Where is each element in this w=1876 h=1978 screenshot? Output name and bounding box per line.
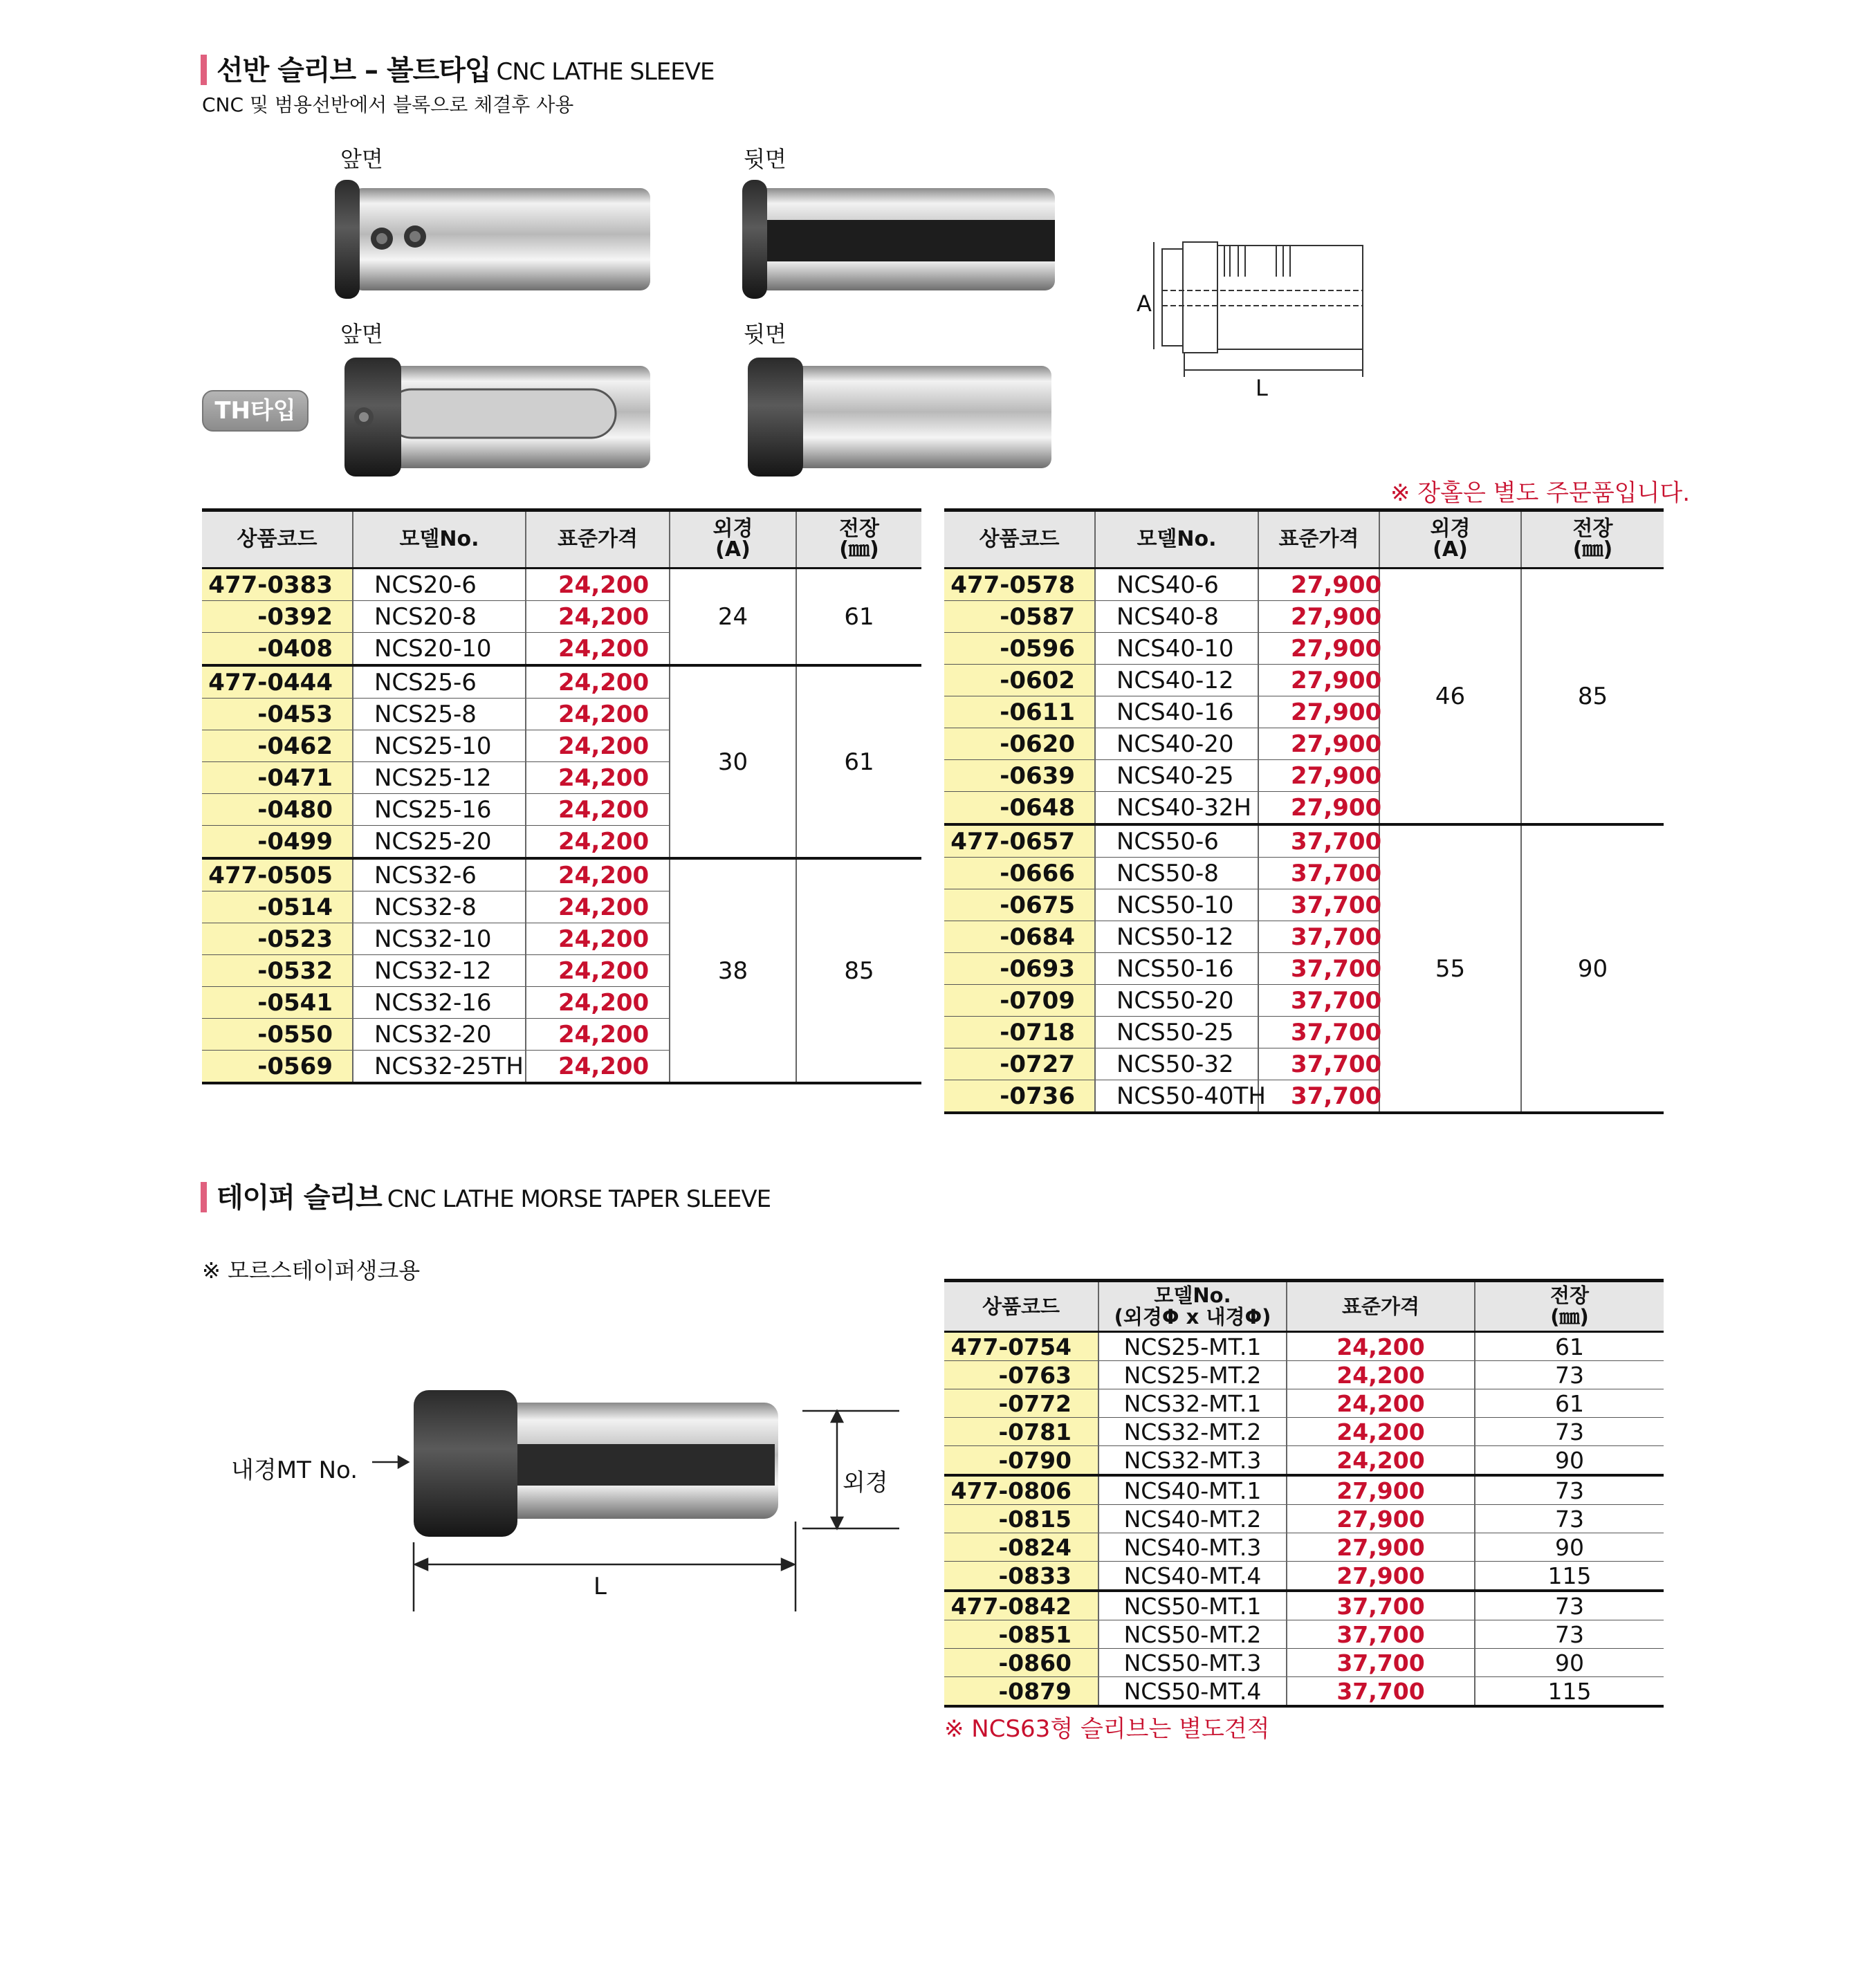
standard-price: 24,200 <box>526 891 670 923</box>
table-row <box>944 1475 1664 1505</box>
model-number: NCS50-40TH <box>1095 1080 1258 1113</box>
model-number: NCS25-MT.2 <box>1098 1361 1287 1389</box>
model-number: NCS50-12 <box>1095 921 1258 953</box>
column-header-text: (외경Φ x 내경Φ) <box>1114 1305 1271 1329</box>
lathe-sleeve-table-left <box>202 508 921 1084</box>
table-header-row <box>202 510 921 569</box>
model-number: NCS40-16 <box>1095 696 1258 728</box>
model-number: NCS50-MT.2 <box>1098 1620 1287 1649</box>
column-header <box>670 510 796 569</box>
dimension-l-label: L <box>1256 375 1268 401</box>
section2-title: 테이퍼 슬리브 CNC LATHE MORSE TAPER SLEEVE <box>201 1176 771 1215</box>
product-code: -0550 <box>202 1019 353 1051</box>
product-code: 477-0754 <box>944 1332 1098 1361</box>
back-label-th: 뒷면 <box>744 321 787 347</box>
table-row <box>944 1533 1664 1562</box>
standard-price: 27,900 <box>1258 665 1379 696</box>
standard-price: 27,900 <box>1258 633 1379 665</box>
standard-price: 24,200 <box>526 955 670 987</box>
section2-subtitle: ※ 모르스테이퍼생크용 <box>202 1257 421 1284</box>
outer-diameter: 55 <box>1379 824 1521 1113</box>
product-code: -0824 <box>944 1533 1098 1562</box>
table-row <box>944 1677 1664 1707</box>
model-number: NCS40-MT.4 <box>1098 1562 1287 1591</box>
model-number: NCS40-6 <box>1095 569 1258 601</box>
product-code: 477-0505 <box>202 858 353 891</box>
column-header-text: 외경 <box>712 517 753 541</box>
column-header-text: (㎜) <box>1572 537 1613 562</box>
standard-price: 37,700 <box>1287 1591 1475 1620</box>
front-label-th: 앞면 <box>340 321 383 347</box>
model-number: NCS40-MT.3 <box>1098 1533 1287 1562</box>
total-length: 85 <box>1521 569 1664 825</box>
product-code: -0675 <box>944 889 1095 921</box>
lathe-sleeve-table-right <box>944 508 1664 1114</box>
model-number: NCS25-MT.1 <box>1098 1332 1287 1361</box>
total-length: 61 <box>1475 1332 1664 1361</box>
model-number: NCS32-MT.1 <box>1098 1389 1287 1418</box>
model-number: NCS20-10 <box>353 633 526 666</box>
total-length: 61 <box>1475 1389 1664 1418</box>
model-number: NCS50-25 <box>1095 1017 1258 1048</box>
model-number: NCS32-MT.2 <box>1098 1418 1287 1446</box>
accent-bar <box>201 1182 207 1212</box>
standard-price: 24,200 <box>526 794 670 826</box>
standard-price: 37,700 <box>1258 889 1379 921</box>
column-header <box>1521 510 1664 569</box>
standard-price: 24,200 <box>526 601 670 633</box>
product-code: -0462 <box>202 730 353 762</box>
standard-price: 24,200 <box>1287 1418 1475 1446</box>
standard-price: 37,700 <box>1258 921 1379 953</box>
product-code: 477-0444 <box>202 665 353 699</box>
column-header-text: (A) <box>1433 537 1468 562</box>
product-code: 477-0578 <box>944 569 1095 601</box>
total-length: 90 <box>1475 1446 1664 1476</box>
product-code: -0596 <box>944 633 1095 665</box>
product-code: -0833 <box>944 1562 1098 1591</box>
standard-price: 27,900 <box>1258 728 1379 760</box>
outer-diameter: 24 <box>670 569 796 666</box>
product-code: -0620 <box>944 728 1095 760</box>
standard-price: 24,200 <box>526 826 670 859</box>
total-length: 73 <box>1475 1591 1664 1620</box>
product-code: -0648 <box>944 792 1095 825</box>
column-header <box>796 510 921 569</box>
column-header <box>526 510 670 569</box>
standard-price: 27,900 <box>1287 1562 1475 1591</box>
model-number: NCS50-MT.3 <box>1098 1649 1287 1677</box>
standard-price: 37,700 <box>1258 953 1379 985</box>
model-number: NCS32-12 <box>353 955 526 987</box>
standard-price: 24,200 <box>526 923 670 955</box>
standard-price: 27,900 <box>1287 1533 1475 1562</box>
product-code: -0602 <box>944 665 1095 696</box>
product-code: -0781 <box>944 1418 1098 1446</box>
standard-price: 24,200 <box>526 987 670 1019</box>
product-code: -0569 <box>202 1051 353 1084</box>
product-code: -0879 <box>944 1677 1098 1707</box>
standard-price: 37,700 <box>1287 1649 1475 1677</box>
product-code: -0480 <box>202 794 353 826</box>
outer-diameter: 46 <box>1379 569 1521 825</box>
table-row <box>944 1389 1664 1418</box>
product-code: -0499 <box>202 826 353 859</box>
product-code: -0408 <box>202 633 353 666</box>
length-l-label: L <box>594 1573 607 1600</box>
model-number: NCS50-20 <box>1095 985 1258 1017</box>
column-header-text: 상품코드 <box>982 1294 1060 1318</box>
table-row <box>202 665 921 699</box>
model-number: NCS32-25TH <box>353 1051 526 1084</box>
table-row <box>944 1505 1664 1533</box>
standard-price: 24,200 <box>526 1051 670 1084</box>
back-label: 뒷면 <box>744 146 787 172</box>
table-row <box>944 569 1664 601</box>
table-row <box>944 1446 1664 1476</box>
column-header <box>944 510 1095 569</box>
standard-price: 37,700 <box>1287 1677 1475 1707</box>
total-length: 73 <box>1475 1505 1664 1533</box>
sleeve-th-back-image <box>744 349 1062 481</box>
table-row <box>944 1620 1664 1649</box>
column-header <box>202 510 353 569</box>
model-number: NCS40-20 <box>1095 728 1258 760</box>
column-header-text: 표준가격 <box>558 527 638 551</box>
column-header-text: 전장 <box>1572 517 1613 541</box>
standard-price: 37,700 <box>1258 1048 1379 1080</box>
product-code: -0709 <box>944 985 1095 1017</box>
product-code: -0727 <box>944 1048 1095 1080</box>
standard-price: 27,900 <box>1258 696 1379 728</box>
section1-subtitle: CNC 및 범용선반에서 블록으로 체결후 사용 <box>202 93 574 116</box>
standard-price: 24,200 <box>1287 1446 1475 1476</box>
table-row <box>944 1361 1664 1389</box>
table-row <box>944 1418 1664 1446</box>
column-header <box>1258 510 1379 569</box>
standard-price: 27,900 <box>1258 569 1379 601</box>
product-code: -0523 <box>202 923 353 955</box>
product-code: -0471 <box>202 762 353 794</box>
model-number: NCS20-8 <box>353 601 526 633</box>
total-length: 73 <box>1475 1418 1664 1446</box>
total-length: 73 <box>1475 1361 1664 1389</box>
total-length: 73 <box>1475 1620 1664 1649</box>
model-number: NCS20-6 <box>353 569 526 601</box>
front-label: 앞면 <box>340 146 383 172</box>
standard-price: 37,700 <box>1287 1620 1475 1649</box>
inner-mt-label: 내경MT No. <box>231 1457 358 1484</box>
standard-price: 24,200 <box>1287 1389 1475 1418</box>
total-length: 61 <box>796 569 921 666</box>
column-header-text: 모델No. <box>1154 1284 1231 1307</box>
model-number: NCS32-20 <box>353 1019 526 1051</box>
product-code: -0587 <box>944 601 1095 633</box>
product-code: -0532 <box>202 955 353 987</box>
model-number: NCS50-32 <box>1095 1048 1258 1080</box>
model-number: NCS50-6 <box>1095 824 1258 858</box>
table-row <box>944 824 1664 858</box>
product-code: -0684 <box>944 921 1095 953</box>
slot-hole-note: ※ 장홀은 별도 주문품입니다. <box>1390 479 1691 507</box>
sleeve-dimension-diagram <box>1121 228 1370 408</box>
taper-sleeve-diagram <box>360 1383 913 1625</box>
standard-price: 24,200 <box>1287 1361 1475 1389</box>
model-number: NCS40-32H <box>1095 792 1258 825</box>
column-header <box>1287 1281 1475 1332</box>
section1-title: 선반 슬리브 – 볼트타입 CNC LATHE SLEEVE <box>201 48 714 88</box>
table-row <box>944 1562 1664 1591</box>
standard-price: 27,900 <box>1287 1505 1475 1533</box>
column-header <box>1098 1281 1287 1332</box>
column-header-text: (A) <box>715 537 751 562</box>
column-header-text: 표준가격 <box>1341 1294 1420 1318</box>
product-code: -0541 <box>202 987 353 1019</box>
standard-price: 24,200 <box>526 858 670 891</box>
accent-bar <box>201 55 207 85</box>
standard-price: 24,200 <box>526 569 670 601</box>
total-length: 90 <box>1475 1649 1664 1677</box>
model-number: NCS50-MT.1 <box>1098 1591 1287 1620</box>
product-code: -0392 <box>202 601 353 633</box>
product-code: 477-0806 <box>944 1475 1098 1505</box>
model-number: NCS50-MT.4 <box>1098 1677 1287 1707</box>
product-code: 477-0657 <box>944 824 1095 858</box>
total-length: 85 <box>796 858 921 1083</box>
model-number: NCS25-12 <box>353 762 526 794</box>
outer-diameter: 30 <box>670 665 796 858</box>
column-header <box>944 1281 1098 1332</box>
product-code: -0860 <box>944 1649 1098 1677</box>
product-code: -0514 <box>202 891 353 923</box>
dimension-a-label: A <box>1137 290 1152 317</box>
column-header-text: 표준가격 <box>1278 527 1359 551</box>
standard-price: 37,700 <box>1258 824 1379 858</box>
standard-price: 27,900 <box>1258 760 1379 792</box>
standard-price: 37,700 <box>1258 1080 1379 1113</box>
column-header-text: 외경 <box>1430 517 1471 541</box>
product-code: -0611 <box>944 696 1095 728</box>
standard-price: 37,700 <box>1258 1017 1379 1048</box>
ncs63-note: ※ NCS63형 슬리브는 별도견적 <box>944 1715 1270 1743</box>
total-length: 61 <box>796 665 921 858</box>
column-header-text: 상품코드 <box>979 527 1060 551</box>
total-length: 73 <box>1475 1475 1664 1505</box>
standard-price: 24,200 <box>526 699 670 730</box>
model-number: NCS40-10 <box>1095 633 1258 665</box>
model-number: NCS50-10 <box>1095 889 1258 921</box>
table-header-row <box>944 510 1664 569</box>
product-code: -0736 <box>944 1080 1095 1113</box>
standard-price: 24,200 <box>526 730 670 762</box>
sleeve-front-image <box>325 173 657 304</box>
table-header-row <box>944 1281 1664 1332</box>
standard-price: 27,900 <box>1258 792 1379 825</box>
product-code: -0693 <box>944 953 1095 985</box>
product-code: -0639 <box>944 760 1095 792</box>
product-code: -0453 <box>202 699 353 730</box>
product-code: -0772 <box>944 1389 1098 1418</box>
total-length: 115 <box>1475 1677 1664 1707</box>
model-number: NCS40-MT.1 <box>1098 1475 1287 1505</box>
product-code: -0851 <box>944 1620 1098 1649</box>
standard-price: 37,700 <box>1258 985 1379 1017</box>
sleeve-th-front-image <box>339 349 664 481</box>
column-header-text: 모델No. <box>1137 527 1217 551</box>
outer-diameter: 38 <box>670 858 796 1083</box>
column-header <box>1379 510 1521 569</box>
standard-price: 37,700 <box>1258 858 1379 889</box>
model-number: NCS25-6 <box>353 665 526 699</box>
model-number: NCS32-MT.3 <box>1098 1446 1287 1476</box>
model-number: NCS25-10 <box>353 730 526 762</box>
column-header-text: (㎜) <box>1550 1305 1589 1329</box>
total-length: 90 <box>1475 1533 1664 1562</box>
product-code: -0815 <box>944 1505 1098 1533</box>
standard-price: 27,900 <box>1287 1475 1475 1505</box>
product-code: 477-0383 <box>202 569 353 601</box>
product-code: -0763 <box>944 1361 1098 1389</box>
standard-price: 24,200 <box>526 633 670 666</box>
table-row <box>944 1332 1664 1361</box>
outer-diameter-label: 외경 <box>843 1469 888 1497</box>
product-code: -0790 <box>944 1446 1098 1476</box>
column-header-text: 모델No. <box>399 527 479 551</box>
model-number: NCS32-10 <box>353 923 526 955</box>
model-number: NCS40-25 <box>1095 760 1258 792</box>
column-header-text: 전장 <box>1549 1284 1590 1307</box>
taper-sleeve-table <box>944 1279 1664 1708</box>
standard-price: 24,200 <box>526 762 670 794</box>
th-type-badge: TH타입 <box>202 390 309 432</box>
column-header-text: 전장 <box>839 517 879 541</box>
model-number: NCS25-8 <box>353 699 526 730</box>
model-number: NCS50-16 <box>1095 953 1258 985</box>
product-code: -0718 <box>944 1017 1095 1048</box>
standard-price: 24,200 <box>526 1019 670 1051</box>
column-header-text: (㎜) <box>839 537 879 562</box>
column-header-text: 상품코드 <box>237 527 318 551</box>
model-number: NCS32-16 <box>353 987 526 1019</box>
total-length: 115 <box>1475 1562 1664 1591</box>
standard-price: 27,900 <box>1258 601 1379 633</box>
model-number: NCS50-8 <box>1095 858 1258 889</box>
product-code: 477-0842 <box>944 1591 1098 1620</box>
model-number: NCS25-16 <box>353 794 526 826</box>
table-row <box>944 1649 1664 1677</box>
column-header <box>1095 510 1258 569</box>
table-row <box>202 858 921 891</box>
column-header <box>1475 1281 1664 1332</box>
model-number: NCS40-MT.2 <box>1098 1505 1287 1533</box>
product-code: -0666 <box>944 858 1095 889</box>
table-row <box>202 569 921 601</box>
model-number: NCS32-8 <box>353 891 526 923</box>
model-number: NCS40-8 <box>1095 601 1258 633</box>
standard-price: 24,200 <box>526 665 670 699</box>
column-header <box>353 510 526 569</box>
model-number: NCS25-20 <box>353 826 526 859</box>
model-number: NCS32-6 <box>353 858 526 891</box>
model-number: NCS40-12 <box>1095 665 1258 696</box>
total-length: 90 <box>1521 824 1664 1113</box>
table-row <box>944 1591 1664 1620</box>
standard-price: 24,200 <box>1287 1332 1475 1361</box>
sleeve-back-image <box>737 173 1069 304</box>
